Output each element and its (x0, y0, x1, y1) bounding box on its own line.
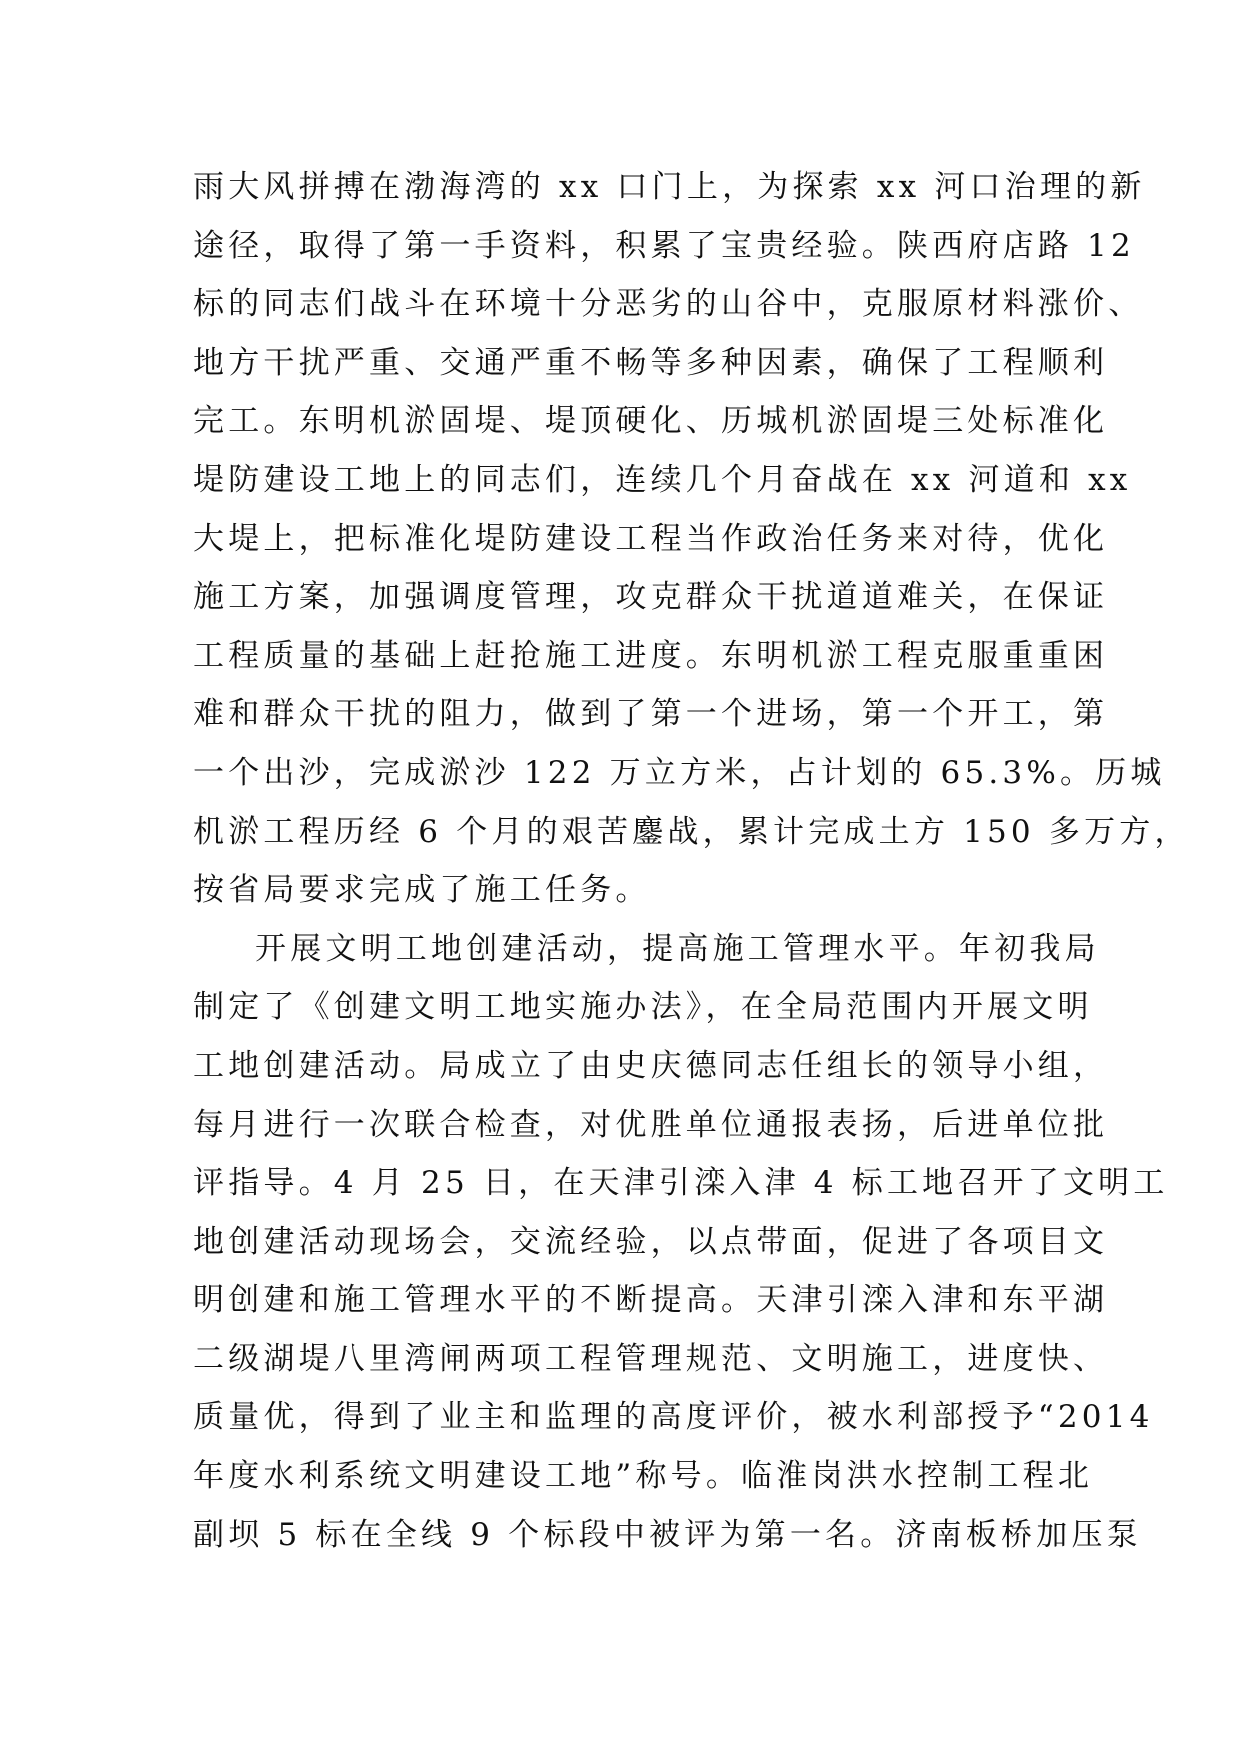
text-line: 地创建活动现场会，交流经验，以点带面，促进了各项目文 (193, 1223, 1109, 1260)
text-line: 按省局要求完成了施工任务。 (193, 872, 651, 909)
text-line: 机淤工程历经 6 个月的艰苦鏖战，累计完成土方 150 多万方， (193, 813, 1190, 850)
text-line: 工程质量的基础上赶抢施工进度。东明机淤工程克服重重困 (193, 637, 1109, 674)
text-line: 评指导。4 月 25 日，在天津引滦入津 4 标工地召开了文明工 (193, 1165, 1169, 1202)
text-line: 地方干扰严重、交通严重不畅等多种因素，确保了工程顺利 (193, 344, 1109, 381)
text-line: 每月进行一次联合检查，对优胜单位通报表扬，后进单位批 (193, 1106, 1109, 1143)
text-line: 完工。东明机淤固堤、堤顶硬化、历城机淤固堤三处标准化 (193, 403, 1109, 440)
text-line: 明创建和施工管理水平的不断提高。天津引滦入津和东平湖 (193, 1282, 1109, 1319)
text-line: 雨大风拼搏在渤海湾的 xx 口门上，为探索 xx 河口治理的新 (193, 169, 1146, 205)
text-line: 一个出沙，完成淤沙 122 万立方米，占计划的 65.3%。历城 (193, 754, 1166, 791)
text-line: 年度水利系统文明建设工地”称号。临淮岗洪水控制工程北 (193, 1458, 1094, 1495)
text-line: 质量优，得到了业主和监理的高度评价，被水利部授予“2014 (193, 1399, 1154, 1436)
text-line: 难和群众干扰的阻力，做到了第一个进场，第一个开工，第 (193, 696, 1109, 733)
text-line: 标的同志们战斗在环境十分恶劣的山谷中，克服原材料涨价、 (193, 286, 1144, 323)
text-line: 工地创建活动。局成立了由史庆德同志任组长的领导小组， (193, 1047, 1109, 1084)
text-line: 二级湖堤八里湾闸两项工程管理规范、文明施工，进度快、 (193, 1340, 1109, 1377)
text-line: 堤防建设工地上的同志们，连续几个月奋战在 xx 河道和 xx (193, 461, 1132, 498)
text-line: 途径，取得了第一手资料，积累了宝贵经验。陕西府店路 12 (193, 227, 1135, 264)
text-line: 制定了《创建文明工地实施办法》，在全局范围内开展文明 (193, 989, 1093, 1026)
text-line: 副坝 5 标在全线 9 个标段中被评为第一名。济南板桥加压泵 (193, 1516, 1142, 1553)
paragraph-start-line: 开展文明工地创建活动，提高施工管理水平。年初我局 (255, 930, 1100, 967)
text-line: 大堤上，把标准化堤防建设工程当作政治任务来对待，优化 (193, 520, 1109, 557)
body-text (193, 158, 1190, 1564)
text-line: 施工方案，加强调度管理，攻克群众干扰道道难关，在保证 (193, 579, 1109, 616)
